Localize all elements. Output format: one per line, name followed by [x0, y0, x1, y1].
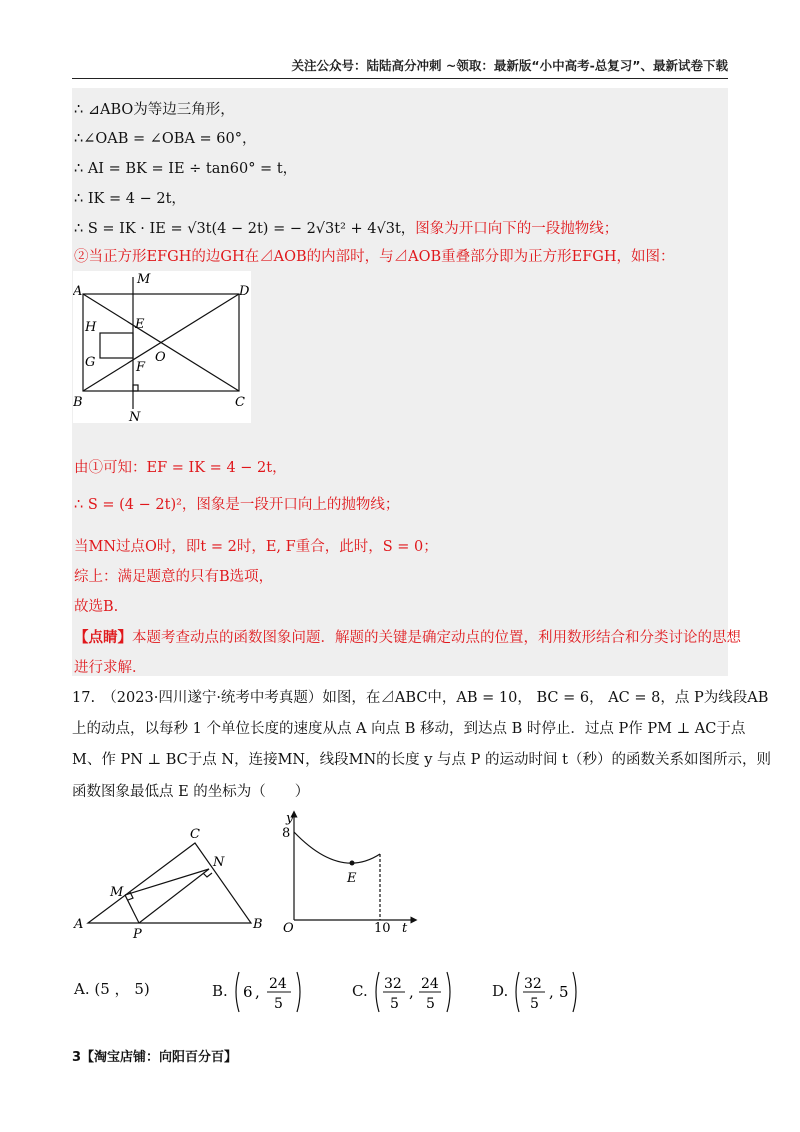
label: C — [235, 395, 245, 410]
label: O — [283, 921, 294, 936]
label: N — [129, 410, 141, 423]
svg-text:,: , — [408, 983, 414, 1001]
solution-line: 由①可知：EF = IK = 4 − 2t， — [74, 460, 287, 476]
label: y — [286, 811, 294, 826]
label: D — [239, 284, 250, 299]
svg-text:32: 32 — [383, 976, 402, 992]
solution-line: ②当正方形EFGH的边GH在⊿AOB的内部时，与⊿AOB重叠部分即为正方形EFGH，如图： — [74, 249, 675, 265]
label: N — [213, 855, 225, 870]
option-c[interactable]: C. 32 5 , 24 5 — [352, 970, 463, 1014]
label: H — [85, 320, 97, 335]
label: E — [347, 871, 357, 886]
label: P — [133, 927, 142, 942]
solution-line: 当MN过点O时，即t = 2时，E, F重合，此时，S = 0； — [74, 539, 438, 555]
label: A — [73, 284, 83, 299]
label: 10 — [374, 921, 391, 936]
tip-line: 进行求解． — [74, 660, 147, 676]
option-d-formula — [513, 970, 593, 1014]
option-b-formula — [233, 970, 319, 1014]
solution-line: ∴ AI = BK = IE ÷ tan60° = t， — [74, 161, 298, 177]
label: t — [402, 921, 408, 936]
solution-block — [72, 88, 741, 676]
solution-line: ∴ S = (4 − 2t)²，图象是一段开口向上的抛物线； — [74, 497, 400, 513]
question-line: 17. （2023·四川遂宁·统考中考真题）如图，在⊿ABC中，AB = 10， BC = 6， AC = 8，点 P为线段AB — [72, 690, 769, 706]
rectangle-figure — [73, 271, 251, 423]
solution-line: 综上：满足题意的只有B选项， — [74, 569, 274, 585]
svg-text:6: 6 — [242, 983, 253, 1001]
svg-text:5: 5 — [530, 996, 539, 1012]
solution-line: ∴ ⊿ABO为等边三角形， — [74, 102, 235, 118]
label: M — [137, 272, 151, 287]
question-line: 上的动点，以每秒 1 个单位长度的速度从点 A 向点 B 移动，到达点 B 时停止．过点 P作 PM ⊥ AC于点 — [72, 721, 746, 737]
tip-line: 【点睛】本题考查动点的函数图象问题．解题的关键是确定动点的位置，利用数形结合和分类讨论的思想 — [74, 630, 741, 646]
page-header: 关注公众号：陆陆高分冲刺 ~领取：最新版“小中高考-总复习”、最新试卷下载 — [72, 56, 728, 79]
label: B — [73, 395, 83, 410]
solution-line: 故选B. — [74, 599, 119, 615]
question-line: M、作 PN ⊥ BC于点 N，连接MN，线段MN的长度 y 与点 P 的运动时间 t（秒）的函数关系如图所示，则 — [72, 752, 771, 768]
label: F — [136, 360, 146, 375]
solution-line: ∴ IK = 4 − 2t， — [74, 191, 186, 207]
page-footer: 3【淘宝店铺：向阳百分百】 — [72, 1050, 238, 1065]
svg-text:5: 5 — [389, 996, 399, 1012]
label: B — [253, 917, 262, 932]
svg-text:5: 5 — [273, 996, 283, 1012]
svg-text:24: 24 — [420, 976, 439, 992]
label: C — [190, 827, 200, 842]
solution-line: ∴∠OAB = ∠OBA = 60°， — [74, 131, 257, 147]
option-d[interactable]: D. 32 5 , 5 — [492, 970, 593, 1014]
option-c-formula — [373, 970, 463, 1014]
function-graph — [280, 808, 420, 940]
label: O — [155, 350, 166, 365]
triangle-figure — [72, 822, 262, 942]
label: M — [110, 885, 124, 900]
label: E — [135, 317, 145, 332]
svg-text:24: 24 — [268, 976, 287, 992]
option-b[interactable]: B. 6 , 24 5 — [212, 970, 319, 1014]
svg-text:,: , — [549, 983, 554, 1001]
svg-text:5: 5 — [559, 983, 569, 1001]
label: G — [85, 355, 96, 370]
question-line: 函数图象最低点 E 的坐标为（ ） — [72, 784, 310, 800]
svg-text:32: 32 — [524, 976, 542, 992]
svg-text:,: , — [254, 983, 260, 1001]
option-a[interactable]: A. (5 ， 5) — [74, 980, 150, 998]
solution-line: ∴ S = IK · IE = √3t(4 − 2t) = − 2√3t² + 4√3t，图象为开口向下的一段抛物线； — [74, 221, 619, 237]
svg-text:5: 5 — [425, 996, 435, 1012]
label: A — [74, 917, 84, 932]
label: 8 — [282, 826, 291, 841]
